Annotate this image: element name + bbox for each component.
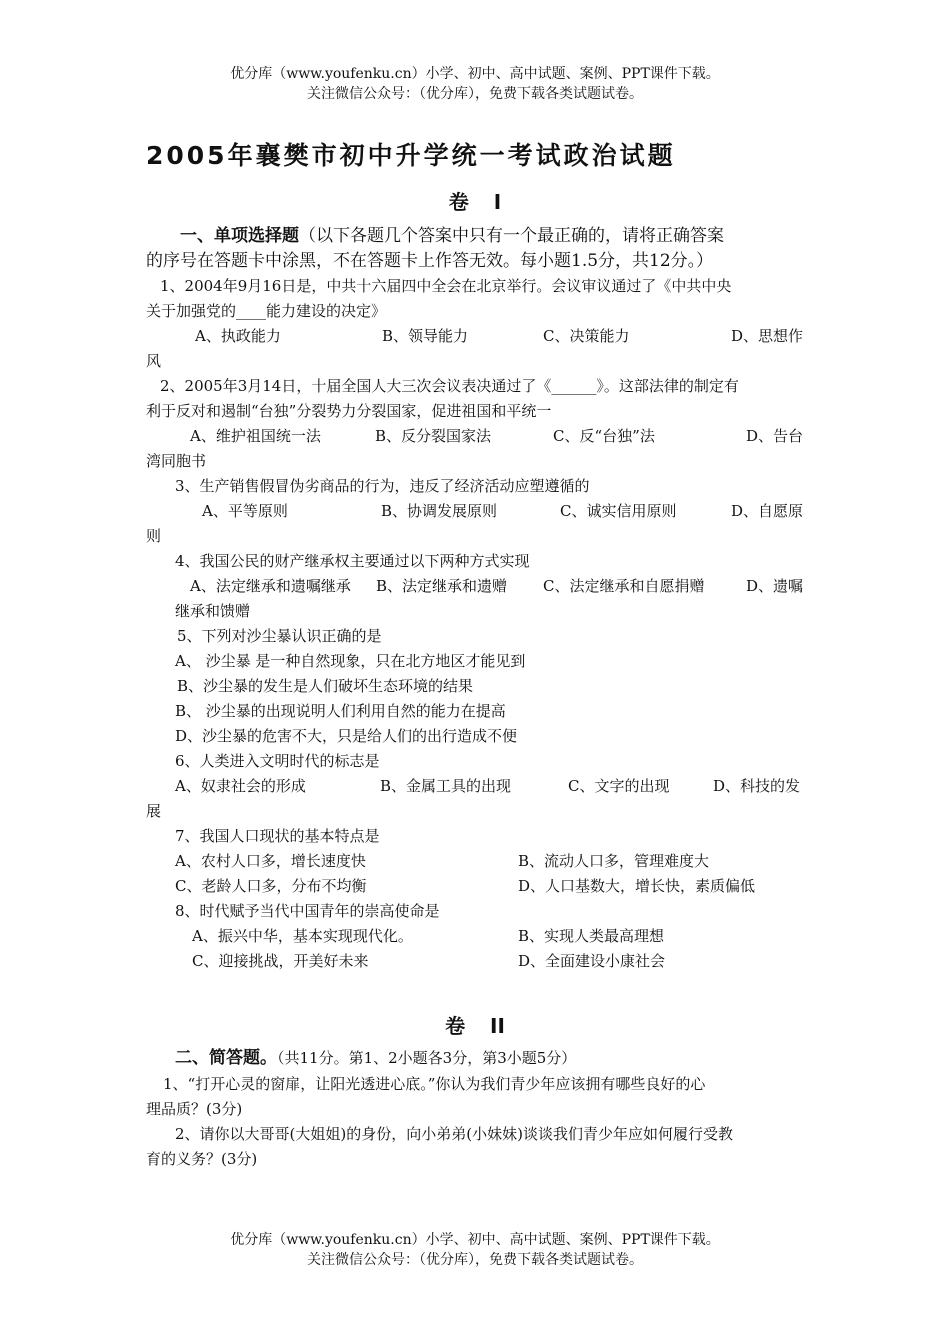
q7-option-d: D、人口基数大，增长快，素质偏低 — [518, 877, 756, 895]
q7-option-b: B、流动人口多，管理难度大 — [518, 852, 710, 870]
q3-option-d: D、自愿原 — [731, 502, 804, 520]
q2-option-d: D、告台 — [746, 427, 804, 445]
q3-option-c: C、诚实信用原则 — [560, 502, 677, 520]
q5-stem: 5、下列对沙尘暴认识正确的是 — [177, 627, 382, 645]
q3-option-d-wrap: 则 — [146, 527, 162, 545]
s1-line-a: 1、“打开心灵的窗扉，让阳光透进心底。”你认为我们青少年应该拥有哪些良好的心 — [163, 1075, 706, 1093]
section1-instr-b: 的序号在答题卡中涂黑，不在答题卡上作答无效。每小题1.5分，共12分。） — [146, 251, 714, 271]
q1-stem-b: 关于加强党的____能力建设的决定》 — [146, 302, 387, 320]
q2-option-b: B、反分裂国家法 — [375, 427, 492, 445]
q7-option-a: A、农村人口多，增长速度快 — [175, 852, 366, 870]
q4-option-d: D、遗嘱 — [746, 577, 804, 595]
q8-option-c: C、迎接挑战，开美好未来 — [192, 952, 369, 970]
q8-option-b: B、实现人类最高理想 — [518, 927, 665, 945]
q1-option-b: B、领导能力 — [382, 327, 469, 345]
q1-option-d: D、思想作 — [731, 327, 804, 345]
q7-option-c: C、老龄人口多，分布不均衡 — [175, 877, 367, 895]
q6-option-a: A、奴隶社会的形成 — [175, 777, 306, 795]
q6-option-d: D、科技的发 — [713, 777, 801, 795]
q5-option-a: A、 沙尘暴 是一种自然现象，只在北方地区才能见到 — [175, 652, 526, 670]
volume-1-heading: 卷 I — [448, 190, 502, 214]
q8-stem: 8、时代赋予当代中国青年的崇高使命是 — [175, 902, 440, 920]
s2-line-a: 2、请你以大哥哥(大姐姐)的身份，向小弟弟(小妹妹)谈谈我们青少年应如何履行受教 — [175, 1125, 733, 1143]
q5-option-b: B、沙尘暴的发生是人们破坏生态环境的结果 — [177, 677, 474, 695]
q2-option-d-wrap: 湾同胞书 — [146, 452, 207, 470]
q6-stem: 6、人类进入文明时代的标志是 — [175, 752, 380, 770]
q5-option-c: B、 沙尘暴的出现说明人们利用自然的能力在提高 — [175, 702, 506, 720]
section1-instr-a: （以下各题几个答案中只有一个最正确的，请将正确答案 — [299, 226, 724, 246]
q5-option-d: D、沙尘暴的危害不大，只是给人们的出行造成不便 — [175, 727, 518, 745]
page-footer-line2: 关注微信公众号：（优分库），免费下载各类试题试卷。 — [307, 1252, 643, 1268]
section2-heading-line — [175, 1048, 576, 1068]
page-header-line1: 优分库（www.youfenku.cn）小学、初中、高中试题、案例、PPT课件下载。 — [230, 66, 720, 82]
q6-option-b: B、金属工具的出现 — [380, 777, 512, 795]
q3-stem: 3、生产销售假冒伪劣商品的行为，违反了经济活动应塑遵循的 — [175, 477, 590, 495]
q2-option-c: C、反“台独”法 — [553, 427, 655, 445]
page-footer-line1: 优分库（www.youfenku.cn）小学、初中、高中试题、案例、PPT课件下载。 — [230, 1232, 720, 1248]
q6-option-c: C、文字的出现 — [568, 777, 670, 795]
q2-stem-b: 利于反对和遏制“台独”分裂势力分裂国家，促进祖国和平统一 — [146, 402, 552, 420]
section2-instr: （共11分。第1、2小题各3分，第3小题5分） — [277, 1049, 577, 1067]
q1-option-c: C、决策能力 — [543, 327, 630, 345]
volume-2-heading: 卷 II — [445, 1014, 505, 1038]
section1-heading: 一、单项选择题 — [180, 226, 299, 246]
page-title: 2005年襄樊市初中升学统一考试政治试题 — [146, 141, 676, 170]
section2-heading: 二、简答题。 — [175, 1048, 277, 1068]
q4-option-b: B、法定继承和遗赠 — [376, 577, 508, 595]
q4-option-a: A、法定继承和遗嘱继承 — [190, 577, 351, 595]
q4-option-c: C、法定继承和自愿捐赠 — [543, 577, 705, 595]
q1-option-d-wrap: 风 — [146, 352, 162, 370]
s1-line-b: 理品质？(3分) — [146, 1100, 243, 1118]
q1-stem-a: 1、2004年9月16日是，中共十六届四中全会在北京举行。会议审议通过了《中共中央 — [160, 277, 732, 295]
page-header-line2: 关注微信公众号：（优分库），免费下载各类试题试卷。 — [307, 86, 643, 102]
s2-line-b: 育的义务？(3分) — [146, 1150, 258, 1168]
q8-option-a: A、振兴中华，基本实现现代化。 — [192, 927, 413, 945]
q7-stem: 7、我国人口现状的基本特点是 — [175, 827, 380, 845]
q3-option-b: B、协调发展原则 — [381, 502, 498, 520]
section1-heading-line — [180, 226, 724, 246]
q4-option-d-wrap: 继承和馈赠 — [175, 602, 251, 620]
q6-option-d-wrap: 展 — [146, 802, 162, 820]
q4-stem: 4、我国公民的财产继承权主要通过以下两种方式实现 — [175, 552, 530, 570]
q3-option-a: A、平等原则 — [202, 502, 288, 520]
q2-option-a: A、维护祖国统一法 — [190, 427, 321, 445]
q8-option-d: D、全面建设小康社会 — [518, 952, 666, 970]
q2-stem-a: 2、2005年3月14日，十届全国人大三次会议表决通过了《______》。这部法律的制定有 — [160, 377, 739, 395]
q1-option-a: A、执政能力 — [195, 327, 281, 345]
